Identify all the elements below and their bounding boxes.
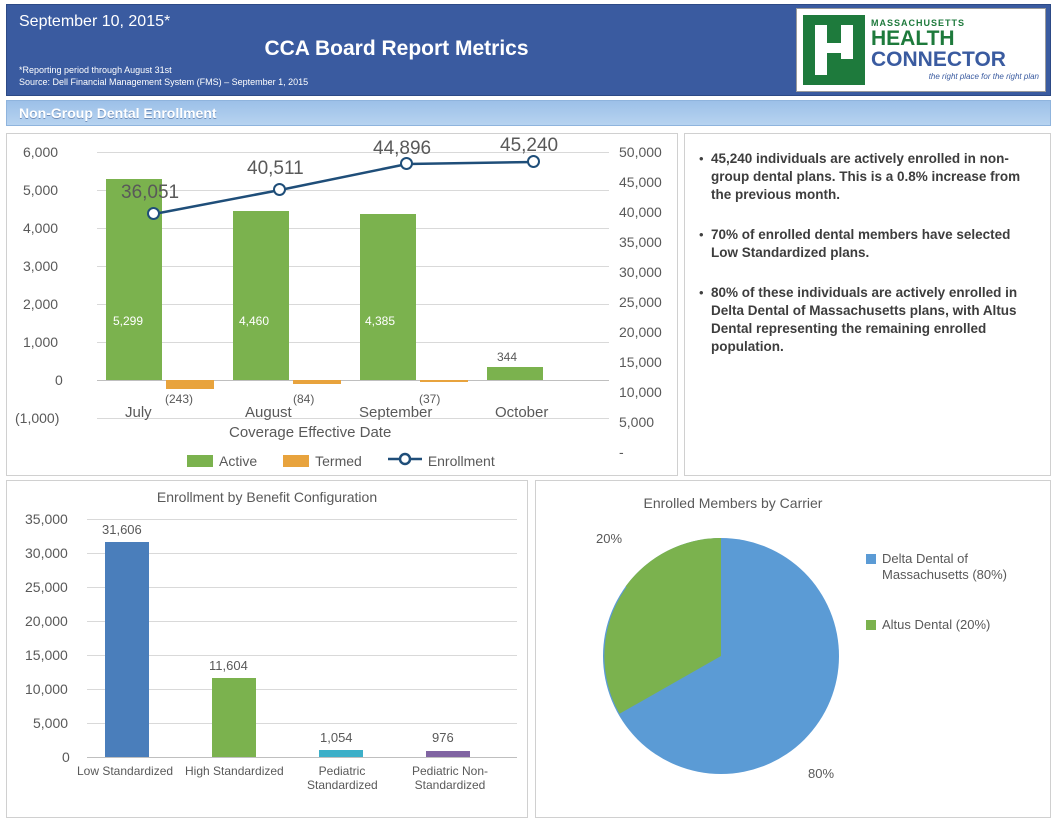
legend-item-active[interactable] <box>187 453 257 469</box>
chart-non-group-dental-enrollment <box>6 133 678 476</box>
bullet-icon: • <box>699 151 704 166</box>
y-tick: 6,000 <box>23 144 59 160</box>
line-point-label: 44,896 <box>373 138 432 159</box>
line-point-label: 36,051 <box>121 182 180 203</box>
legend-item-enrollment[interactable] <box>388 452 495 469</box>
y-tick: 35,000 <box>25 511 68 527</box>
list-item <box>699 150 1034 204</box>
line-point-label: 45,240 <box>500 135 559 156</box>
pie-slice-label-delta: 80% <box>808 766 835 781</box>
legend-item-altus-dental[interactable] <box>866 617 1041 633</box>
bar-pediatric-non-standardized <box>426 751 470 757</box>
bullet-text: 80% of these individuals are actively enrolled in Delta Dental of Massachusetts plans, with Altus Dental representing the remaining enrolled population. <box>711 285 1018 354</box>
bar-label: 11,604 <box>209 658 248 673</box>
connector-h-icon <box>803 15 865 85</box>
line-point-label: 40,511 <box>247 158 304 179</box>
pie-legend <box>866 551 1041 633</box>
bullet-list <box>685 134 1050 356</box>
x-tick: August <box>245 404 292 421</box>
x-tick: July <box>125 404 152 421</box>
y2-tick: 30,000 <box>619 264 662 280</box>
line-marker <box>147 207 160 220</box>
bullet-icon: • <box>699 227 704 242</box>
bar-label: 5,299 <box>113 314 144 328</box>
y-tick: 0 <box>55 372 63 388</box>
y-tick: 5,000 <box>23 182 59 198</box>
y2-tick: 35,000 <box>619 234 662 250</box>
x-tick: October <box>495 404 549 421</box>
bar-pediatric-standardized <box>319 750 363 757</box>
bar-label: (243) <box>165 392 194 406</box>
legend-swatch-icon <box>866 620 876 630</box>
y-tick: 1,000 <box>23 334 59 350</box>
x-tick: Low Standardized <box>77 764 174 778</box>
y2-tick: 25,000 <box>619 294 662 310</box>
y2-tick: 40,000 <box>619 204 662 220</box>
logo-state-label: MASSACHUSETTS <box>871 18 966 28</box>
bar-label: (84) <box>293 392 315 406</box>
chart-enrolled-members-by-carrier <box>535 480 1051 818</box>
y2-tick: 10,000 <box>619 384 662 400</box>
legend-label: Enrollment <box>427 452 495 469</box>
x-tick: High Standardized <box>185 764 284 778</box>
y-tick: 4,000 <box>23 220 59 236</box>
legend-label: Altus Dental (20%) <box>882 617 991 632</box>
y2-tick: 15,000 <box>619 354 662 370</box>
summary-notes-panel <box>684 133 1051 476</box>
y2-tick: 45,000 <box>619 174 662 190</box>
legend-swatch-icon <box>866 554 876 564</box>
logo-tagline: the right place for the right plan <box>928 72 1039 81</box>
bar-label: 976 <box>432 730 454 745</box>
bar-label: 4,385 <box>365 314 396 328</box>
y-tick: 5,000 <box>33 715 69 731</box>
x-tick: Pediatric Standardized <box>307 764 378 792</box>
section-title: Non-Group Dental Enrollment <box>19 105 217 121</box>
bullet-icon: • <box>699 285 704 300</box>
y-tick: 10,000 <box>25 681 68 697</box>
list-item <box>699 226 1034 262</box>
y-tick: 3,000 <box>23 258 59 274</box>
legend-swatch-icon <box>283 455 309 467</box>
bar-low-standardized <box>105 542 149 757</box>
logo-connector-label: CONNECTOR <box>871 48 1006 71</box>
y2-tick: - <box>619 444 624 460</box>
page-title: CCA Board Report Metrics <box>264 37 529 60</box>
report-header <box>6 4 1051 96</box>
y2-tick: 50,000 <box>619 144 662 160</box>
legend-label: Termed <box>315 452 362 469</box>
chart-legend <box>187 452 495 469</box>
legend-item-delta-dental[interactable] <box>866 551 1041 583</box>
section-header-non-group-dental <box>6 100 1051 126</box>
reporting-period-note: *Reporting period through August 31st <box>19 65 172 75</box>
x-tick: Pediatric Non-Standardized <box>411 764 489 792</box>
bullet-text: 45,240 individuals are actively enrolled in non-group dental plans. This is a 0.8% increase from the previous month. <box>711 151 1021 202</box>
y-tick: 25,000 <box>25 579 68 595</box>
legend-line-marker-icon <box>388 452 422 469</box>
report-date: September 10, 2015* <box>19 13 171 30</box>
chart-title: Enrolled Members by Carrier <box>643 495 823 511</box>
y-tick: (1,000) <box>15 410 60 426</box>
y2-tick: 20,000 <box>619 324 662 340</box>
legend-swatch-icon <box>187 455 213 467</box>
bar-label: 344 <box>497 350 518 364</box>
logo-text <box>871 19 1039 81</box>
bar-label: 1,054 <box>320 730 353 745</box>
combo-chart-plot <box>7 134 677 475</box>
logo-health-label: HEALTH <box>871 27 955 50</box>
legend-label: Delta Dental of Massachusetts (80%) <box>882 551 1007 582</box>
bar-label: 4,460 <box>239 314 270 328</box>
legend-item-termed[interactable] <box>283 453 362 469</box>
carrier-pie-plot <box>536 481 1050 817</box>
y-tick: 15,000 <box>25 647 68 663</box>
chart-enrollment-by-benefit-configuration <box>6 480 528 818</box>
y-tick: 20,000 <box>25 613 68 629</box>
bullet-text: 70% of enrolled dental members have selected Low Standardized plans. <box>711 227 1011 260</box>
y-tick: 2,000 <box>23 296 59 312</box>
y2-tick: 5,000 <box>619 414 655 430</box>
chart-title: Enrollment by Benefit Configuration <box>156 489 378 505</box>
x-tick: September <box>359 404 433 421</box>
y-tick: 30,000 <box>25 545 68 561</box>
bar-high-standardized <box>212 678 256 757</box>
data-source-note: Source: Dell Financial Management System (FMS) – September 1, 2015 <box>19 77 309 87</box>
benefit-config-plot <box>7 481 527 817</box>
x-axis-title: Coverage Effective Date <box>229 424 392 441</box>
y-tick: 0 <box>62 749 70 765</box>
pie-graphic <box>576 521 876 801</box>
header-left <box>7 5 796 95</box>
pie-slice-label-altus: 20% <box>596 531 623 546</box>
line-marker <box>273 183 286 196</box>
list-item <box>699 284 1034 356</box>
bar-label: 31,606 <box>102 522 142 537</box>
legend-label: Active <box>219 452 258 469</box>
health-connector-logo <box>796 8 1046 92</box>
bar-label: (37) <box>419 392 441 406</box>
